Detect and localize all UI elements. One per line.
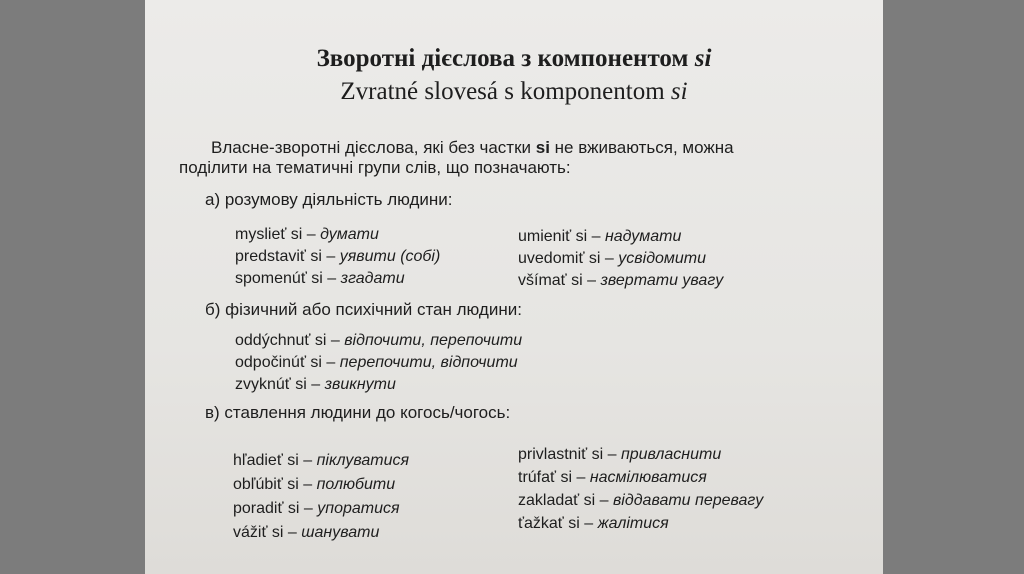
book-page xyxy=(145,0,883,574)
intro-line-2: поділити на тематичні групи слів, що позначають: xyxy=(179,158,571,177)
list-item: odpočinúť si – перепочити, відпочити xyxy=(235,354,518,371)
list-item: ťažkať si – жалітися xyxy=(518,515,669,532)
title-ukrainian-text: Зворотні дієслова з компонентом xyxy=(316,45,689,72)
title-slovak-si: si xyxy=(670,78,688,105)
list-item: spomenúť si – згадати xyxy=(235,270,405,287)
title-slovak-text: Zvratné slovesá s komponentom xyxy=(340,78,665,105)
list-item: zakladať si – віддавати перевагу xyxy=(518,492,764,509)
list-item: všímať si – звертати увагу xyxy=(518,272,724,289)
list-item: trúfať si – насмілюватися xyxy=(518,469,707,486)
list-item: vážiť si – шанувати xyxy=(233,524,380,541)
section-b-heading: б) фізичний або психічний стан людини: xyxy=(205,300,522,319)
list-item: predstaviť si – уявити (собі) xyxy=(235,248,441,265)
list-item: umieniť si – надумати xyxy=(518,228,682,245)
list-item: poradiť si – упоратися xyxy=(233,500,400,517)
section-a-left-list xyxy=(235,224,440,290)
intro-bold-si: si xyxy=(535,138,550,157)
title-ukrainian-si: si xyxy=(694,45,712,72)
title-ukrainian xyxy=(145,44,883,74)
list-item: myslieť si – думати xyxy=(235,226,379,243)
list-item: oddýchnuť si – відпочити, перепочити xyxy=(235,332,523,349)
list-item: hľadieť si – піклуватися xyxy=(233,452,410,469)
section-a-heading: а) розумову діяльність людини: xyxy=(205,190,453,209)
section-a-right-list xyxy=(518,226,723,292)
list-item: obľúbiť si – полюбити xyxy=(233,476,396,493)
section-c-right-list xyxy=(518,443,763,535)
list-item: uvedomiť si – усвідомити xyxy=(518,250,707,267)
intro-paragraph xyxy=(179,138,839,178)
section-b-list xyxy=(235,330,522,396)
title-block xyxy=(145,44,883,108)
section-c-heading: в) ставлення людини до когось/чогось: xyxy=(205,403,511,422)
section-c-left-list xyxy=(233,449,409,545)
title-slovak xyxy=(145,76,883,108)
list-item: privlastniť si – привласнити xyxy=(518,446,722,463)
list-item: zvyknúť si – звикнути xyxy=(235,376,396,393)
intro-line-1: Власне-зворотні дієслова, які без частки si не вживаються, можна xyxy=(211,138,734,157)
